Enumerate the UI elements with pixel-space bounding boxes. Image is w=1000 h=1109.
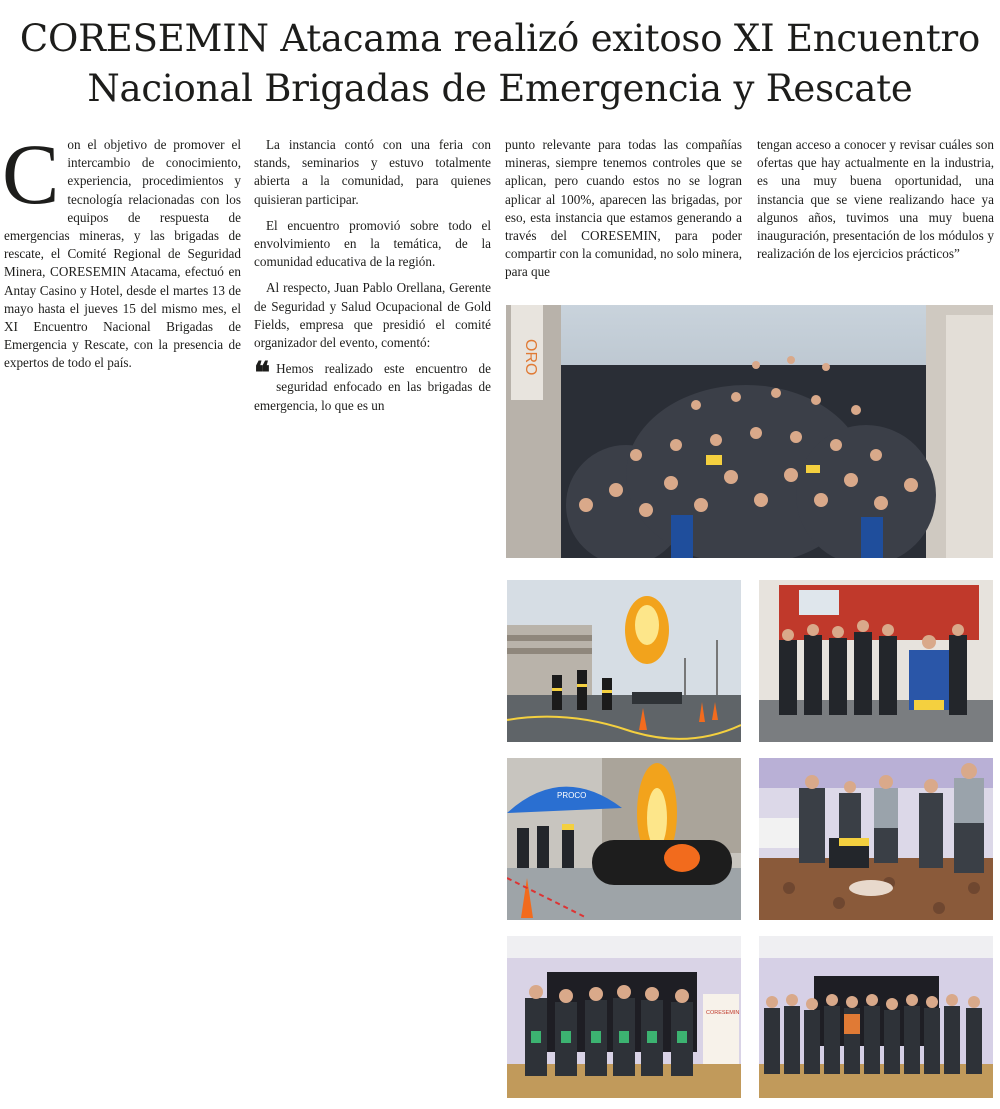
paragraph: punto relevante para todas las compañías mineras, siempre tenemos controles que se aplican, pero cuando estos no se logran aplicar al 100%, aparecen las brigadas, por eso, esta instancia que estamos generando a través del CORESEMIN, para poder compartir con la comunidad, no solo minera, para que bbox=[505, 137, 742, 280]
tank bbox=[592, 840, 732, 885]
article-column-4 bbox=[757, 136, 994, 271]
banner-letters: ORO bbox=[522, 339, 539, 376]
group-photo-illustration bbox=[506, 305, 993, 558]
tank-fire-illustration bbox=[507, 758, 741, 920]
photo-stage-group-1 bbox=[507, 936, 741, 1098]
stage-group-2-illustration bbox=[759, 936, 993, 1098]
photo-cpr-demo bbox=[759, 758, 993, 920]
paragraph: El encuentro promovió sobre todo el envolvimiento en la temática, de la comunidad educativa de la región. bbox=[254, 217, 491, 270]
article-headline bbox=[0, 14, 1000, 114]
paragraph: tengan acceso a conocer y revisar cuáles son ofertas que hay actualmente en la industria, es una muy buena oportunidad, una instancia que se viene realizando hace ya algunos años, tuvimos una muy buena inauguración, presentación de los módulos y realización de los ejercicios prácticos” bbox=[757, 137, 994, 262]
paragraph: La instancia contó con una feria con stands, seminarios y estuvo totalmente abierta a la comunidad, para quienes quisieran participar. bbox=[254, 137, 491, 207]
photo-fire-truck-group bbox=[759, 580, 993, 742]
intro-paragraph-text: on el objetivo de promover el intercambio de conocimiento, experiencia, procedimientos y tecnología relacionadas con los equipos de respuesta de emergencias mineras, y las brigadas de rescate, el Comité Regional de Seguridad Minera, CORESEMIN Atacama, efectuó en Antay Casino y Hotel, desde el martes 13 de mayo hasta el jueves 15 del mismo mes, el XI Encuentro Nacional Brigadas de Emergencia y Rescate, con la presencia de expertos de todo el país. bbox=[4, 137, 241, 371]
stage-group-1-illustration bbox=[507, 936, 741, 1098]
photo-tank-fire bbox=[507, 758, 741, 920]
dropcap: C bbox=[2, 126, 60, 222]
intro-paragraph bbox=[2, 126, 241, 373]
photo-stage-group-2 bbox=[759, 936, 993, 1098]
tent-logo: PROCO bbox=[557, 791, 587, 800]
quote-paragraph bbox=[254, 356, 491, 415]
photo-group-brigades bbox=[506, 305, 993, 558]
headline-line-2: Nacional Brigadas de Emergencia y Rescate bbox=[87, 67, 913, 110]
headline-line-1: CORESEMIN Atacama realizó exitoso XI Encuentro bbox=[19, 17, 981, 60]
article-column-3 bbox=[505, 136, 742, 290]
stage-banner: CORESEMIN bbox=[706, 1010, 740, 1016]
photo-fire-drill bbox=[507, 580, 741, 742]
fire-drill-illustration bbox=[507, 580, 741, 742]
article-column-2 bbox=[254, 136, 491, 423]
fire-truck-illustration bbox=[759, 580, 993, 742]
paragraph: Al respecto, Juan Pablo Orellana, Gerente de Seguridad y Salud Ocupacional de Gold Fields, empresa que presidió el comité organizador del evento, comentó: bbox=[254, 280, 491, 351]
quote-icon: ❝ bbox=[254, 356, 271, 392]
quote-text: Hemos realizado este encuentro de seguridad enfocado en las brigadas de emergencia, lo que es un bbox=[254, 361, 491, 413]
cpr-demo-illustration bbox=[759, 758, 993, 920]
article-column-1 bbox=[2, 126, 241, 381]
